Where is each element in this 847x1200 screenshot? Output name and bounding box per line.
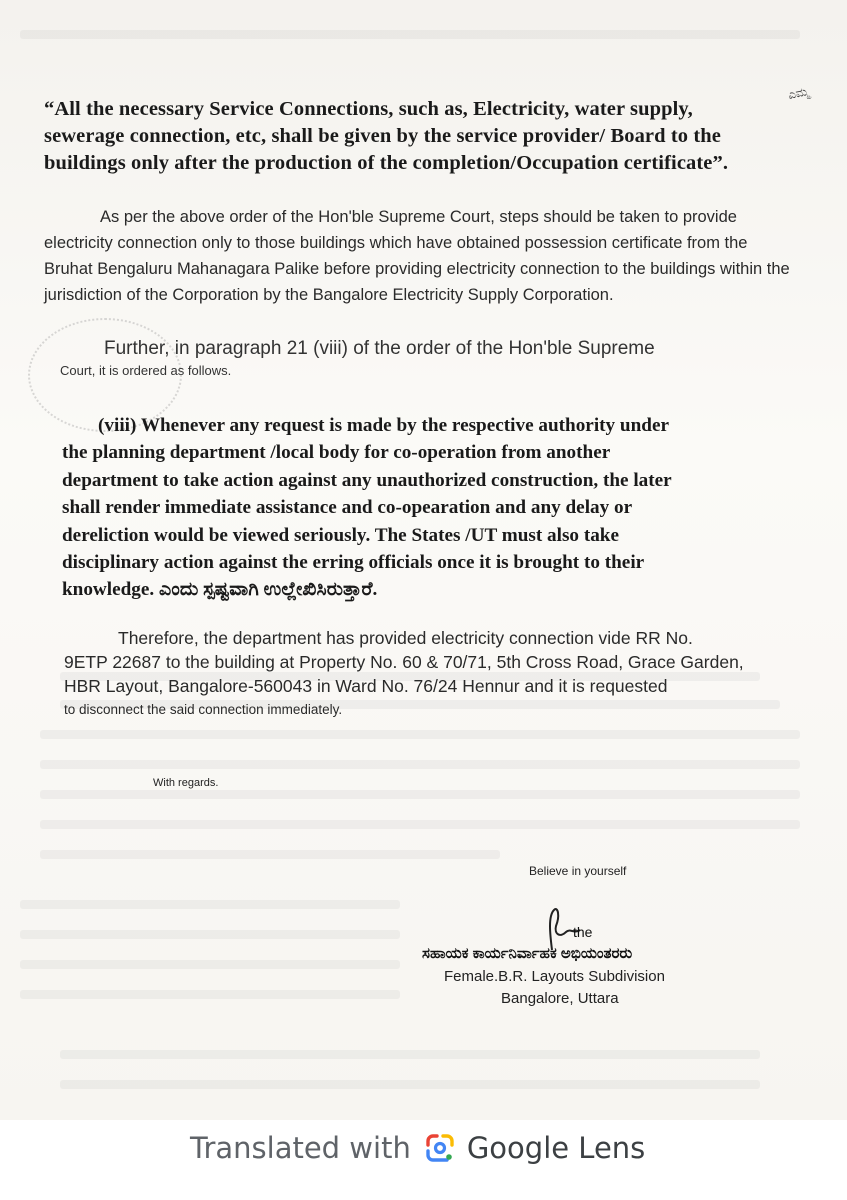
- bleed-through-line: [20, 900, 400, 909]
- paragraph-supreme-court-steps: [44, 204, 794, 308]
- bleed-through-line: [40, 850, 500, 859]
- clause-line: shall render immediate assistance and co-opearation and any delay or: [62, 497, 633, 519]
- bleed-through-line: [20, 990, 400, 999]
- google-lens-brand: Google Lens: [466, 1131, 646, 1165]
- quoted-order: [44, 96, 784, 177]
- translated-with-label: Translated with: [190, 1131, 411, 1165]
- clause-viii: [62, 412, 762, 604]
- quote-line: buildings only after the production of the completion/Occupation certificate”.: [44, 152, 729, 174]
- google-lens-icon: [425, 1133, 455, 1163]
- paragraph-line: to disconnect the said connection immediately.: [64, 702, 343, 717]
- signatory-city: Bangalore, Uttara: [501, 990, 619, 1007]
- quote-line: “All the necessary Service Connections, such as, Electricity, water supply,: [44, 98, 693, 120]
- signatory-designation-kannada: ಸಹಾಯಕ ಕಾರ್ಯನಿರ್ವಾಹಕ ಅಭಿಯಂತರರು: [422, 945, 633, 962]
- paragraph-line: Therefore, the department has provided electricity connection vide RR No.: [118, 628, 693, 648]
- bleed-through-line: [40, 730, 800, 739]
- bleed-through-line: [40, 760, 800, 769]
- paragraph-line: HBR Layout, Bangalore-560043 in Ward No. 76/24 Hennur and it is requested: [64, 676, 668, 696]
- signatory-office: Female.B.R. Layouts Subdivision: [444, 968, 665, 985]
- paragraph-21-intro-cont: Court, it is ordered as follows.: [60, 363, 232, 378]
- bleed-through-line: [20, 30, 800, 39]
- clause-line: dereliction would be viewed seriously. The States /UT must also take: [62, 524, 619, 546]
- bleed-through-line: [60, 1080, 760, 1089]
- signature-word: the: [573, 924, 593, 940]
- clause-line: (viii) Whenever any request is made by the respective authority under: [98, 415, 669, 436]
- closing-regards: With regards.: [153, 777, 219, 789]
- quote-line: sewerage connection, etc, shall be given by the service provider/ Board to the: [44, 125, 721, 147]
- paragraph-line: electricity connection only to those buildings which have obtained possession certificate from the: [44, 234, 748, 252]
- paragraph-21-intro: Further, in paragraph 21 (viii) of the order of the Hon'ble Supreme: [104, 338, 655, 359]
- clause-line: department to take action against any unauthorized construction, the later: [62, 469, 672, 491]
- clause-line: the planning department /local body for co-operation from another: [62, 442, 611, 464]
- bleed-through-line: [60, 1050, 760, 1059]
- clause-line: knowledge. ಎಂದು ಸ್ಪಷ್ಟವಾಗಿ ಉಲ್ಲೇಖಿಸಿರುತ್ತಾರೆ.: [62, 579, 378, 601]
- bleed-through-line: [20, 930, 400, 939]
- google-lens-attribution: [190, 1128, 645, 1168]
- paragraph-line: 9ETP 22687 to the building at Property No. 60 & 70/71, 5th Cross Road, Grace Garden,: [64, 652, 744, 672]
- closing-note: Believe in yourself: [529, 864, 627, 878]
- bleed-through-line: [20, 960, 400, 969]
- paragraph-line: jurisdiction of the Corporation by the Bangalore Electricity Supply Corporation.: [44, 286, 614, 304]
- bleed-through-line: [40, 820, 800, 829]
- paragraph-line: Bruhat Bengaluru Mahanagara Palike before providing electricity connection to the buildings within the: [44, 260, 790, 278]
- clause-line: disciplinary action against the erring officials once it is brought to their: [62, 552, 645, 574]
- paragraph-line: As per the above order of the Hon'ble Supreme Court, steps should be taken to provide: [100, 208, 737, 226]
- bleed-through-line: [40, 790, 800, 799]
- paragraph-disconnection-request: [64, 626, 764, 722]
- margin-scribble: ಎಮ್ಮ: [786, 84, 810, 103]
